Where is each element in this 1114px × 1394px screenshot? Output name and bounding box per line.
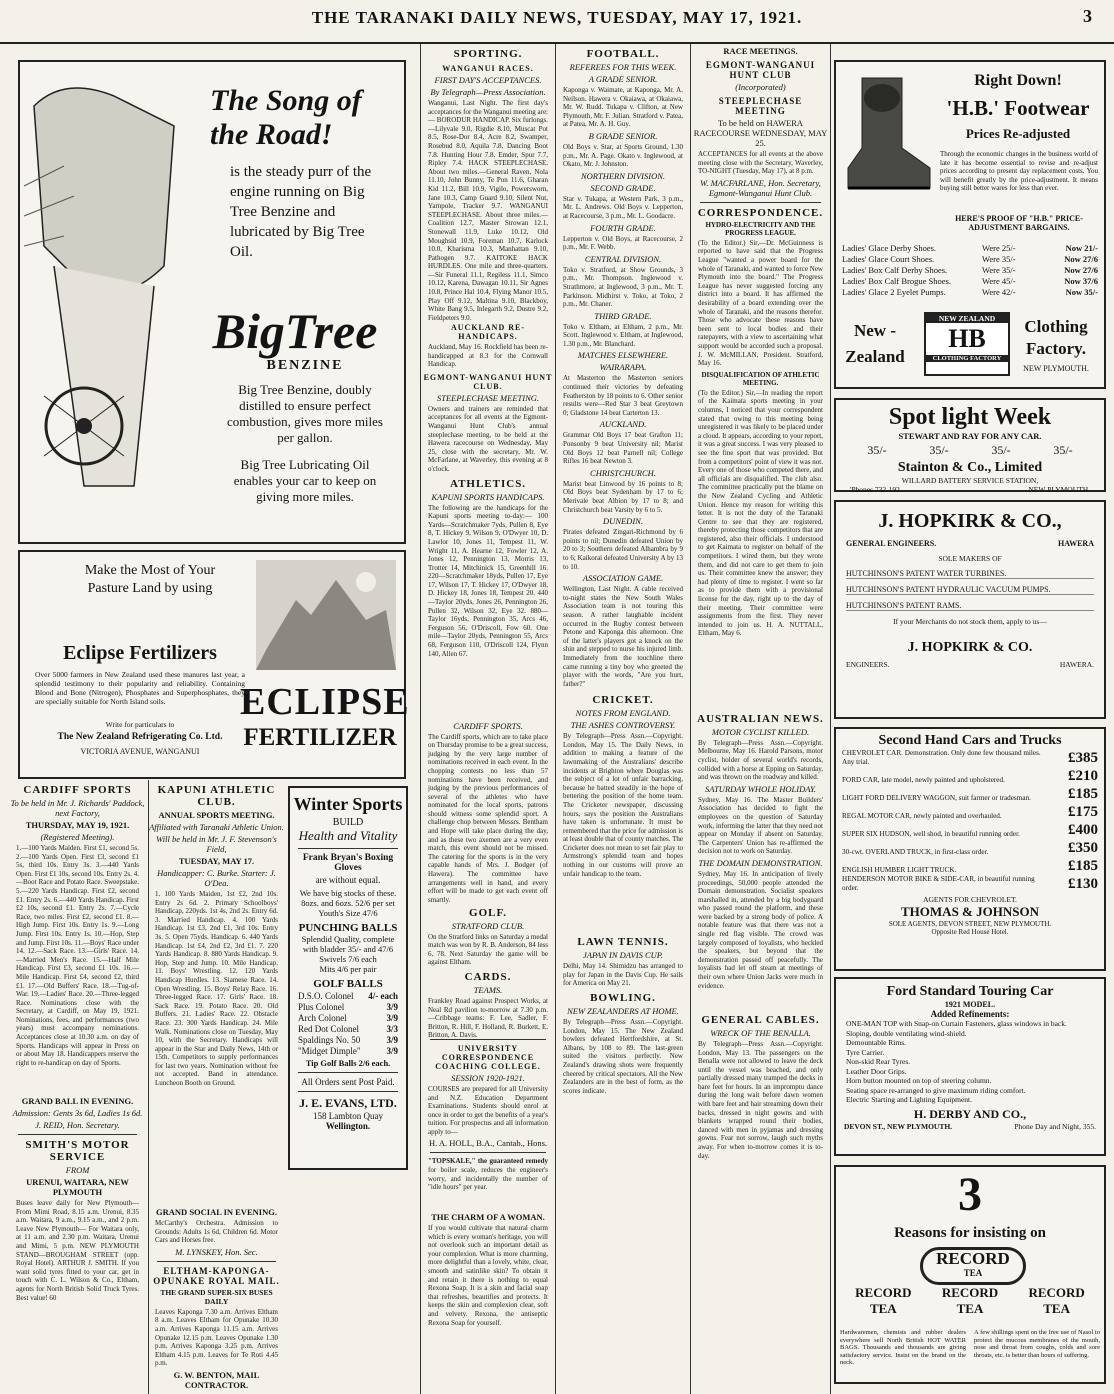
punching-desc: Splendid Quality, complete with bladder 35/- and 47/6 <box>301 934 395 954</box>
smiths-times: Buses leave daily for New Plymouth— From Mimi Road, 8.15 a.m. Urenui, 8.35 a.m. Waitara, 9 a.m., 9.15 a.m., and 2 p.m. Leave New Plymouth— For Waitara only, at 11 a.m. and 2.30 p.m. Waitara, Urenui and Mimi, 5 p.m. NEW PLYMOUTH STAND—BROUGHAM STREET (opp. Royal Hotel). ARTHUR J. SMITH. If you want solid tyres fitted to your car, get in touch with C. L. Wilson & Co., Eltham, agents for North British Solid Truck Tyres. Best value! 60 <box>16 1199 139 1302</box>
eclipse-big: ECLIPSE <box>240 681 410 723</box>
hopkirk-patents <box>836 569 1104 611</box>
eclipse-brand: Eclipse Fertilizers <box>63 642 217 664</box>
spot-prices: 35/- 35/- 35/- 35/- <box>867 443 1073 457</box>
japan-davis-head: JAPAN IN DAVIS CUP. <box>582 950 663 961</box>
session-head: SESSION 1920-1921. <box>451 1072 525 1083</box>
bowling-head: BOWLING. <box>590 991 656 1004</box>
big-tree-logo: BigTree <box>212 303 378 359</box>
matches-elsewhere-head: MATCHES ELSEWHERE. <box>577 350 669 361</box>
winter-health: Health and Vitality <box>298 828 398 843</box>
golf-ball-item: Arch Colonel 3/9 <box>298 1013 398 1023</box>
ford-refinement-item: Tyre Carrier. <box>846 1047 885 1057</box>
ford-refinement-item: Non-skid Rear Tyres. <box>846 1057 911 1066</box>
eltham-title: ELTHAM-KAPONGA-OPUNAKE ROYAL MAIL. <box>153 1265 280 1286</box>
cardiff-secretary: J. REID, Hon. Secretary. <box>35 1120 120 1130</box>
kapuni-handicaps-text: The following are the handicaps for the Kapuni sports meeting to-day:— 100 Yards—Scratchmaker 7yds, Pullen 8, Eye 8, T. Hickey 9, Wilson 9, O'Dwyer 10, D. Lawlor 10, Jones 11, Tempest 11, W. Wright 11, A. Hearne 12, Fowler 12, A. Jones 12, Pennington 13, Morris 13, Trotter 14, Mitchinick 15, Greenhill 16. 220—Scratchmaker 18yds, Pullen 17, Eye 17, Wilson 17, T. Hickey 17, O'Dwyer 18, D. Hickey 18, Jones 18, Tempest 20. 440—Taylor 20yds, Jones 26, Pennington 26, Pullen 32, Wilson 32, Eye 32. 880—Taylor 16yds, Pennington 35, Arcs 46, Ferguson 56, O'Driscoll, Fow 60. One mile—Taylor 20yds, Pennington 55, Arcs 68, Ferguson 110, O'Driscoll 124, Flynn 140, Allen 67. <box>428 503 548 658</box>
eclipse-text: Over 5000 farmers in New Zealand used these manures last year, a splendid testimony to their popularity and reliability. Containing Blood and Bone (Nitrogen), Phosphates and Superphosphates, they are specially suitable for North Island soils. <box>35 670 245 706</box>
golf-ball-item: Plus Colonel 3/9 <box>298 1002 398 1012</box>
record-footer2: A few shillings spent on the free use of Nasol to protect the mucous membranes of the mouth, nose and throat from coughs, colds and sore throats, etc. is better than hours of suffering. <box>974 1329 1100 1359</box>
punching-mits: Mits 4/6 per pair <box>319 964 377 974</box>
dunedin-head: DUNEDIN. <box>603 516 643 527</box>
saturday-head: SATURDAY WHOLE HOLIDAY. <box>704 783 817 794</box>
car-item: LIGHT FORD DELIVERY WAGGON, suit farmer or tradesman. £185 <box>842 786 1098 802</box>
stratford-club-head: STRATFORD CLUB. <box>451 920 525 931</box>
hb-price-item: Ladies' Glace Court Shoes. Were 35/- Now 27/6 <box>842 254 1098 264</box>
benalla-text: By Telegraph—Press Assn.—Copyright. London, May 13. The passengers on the Benalla were not allowed to leave the deck until the vessel was beached, and only partially dressed many tramped the decks in bare feet for hours. In an impromptu dance during the long wait before dawn women with bare feet and hair streaming down their backs, dressed in night gowns and with blankets wrapped round their bodies, danced with men in pyjamas and dressing gowns. Fear not sorrow, laugh such myths away. For when to-morrow comes it is to-day. <box>698 1039 823 1160</box>
assoc-text: Wellington, Last Night. A cable received to-night states the New South Wales Association team is not touring this season. A rather laughable incident occurred in the Rugby contest between Petone and Kaponga this afternoon. One of the latter's players got a knock on the shin and stepped to nurse his injured limb. Immediately from the touchline there came running a tiny boy who greeted the player with the words, "Are you hurt, father?" <box>563 585 683 688</box>
kapuni-sub: ANNUAL SPORTS MEETING. <box>158 810 275 820</box>
topskale-text: "TOPSKALE," the guaranteed remedy for boiler scale, reduces the engineer's worry, and incidentally the number of "idle hours" per year. <box>428 1157 548 1192</box>
benzine-logo: BENZINE <box>266 358 344 373</box>
hopkirk-eng2: ENGINEERS. <box>846 660 890 669</box>
second-grade-text: Star v. Tukapa, at Western Park, 3 p.m., Mr. L. Andrews. Old Boys v. Lepperton, at Racecourse, 3 p.m., Mr. L. Goodacre. <box>563 194 683 220</box>
eclipse-big2: FERTILIZER <box>243 724 397 751</box>
stainton-phone: 'Phones 732-192. <box>850 485 902 494</box>
hopkirk-merchants: If your Merchants do not stock them, apply to us— <box>893 617 1047 626</box>
ford-refinement-item: Electric Starting and Lighting Equipment. <box>846 1095 973 1104</box>
hopkirk-title: J. HOPKIRK & CO., <box>878 510 1062 532</box>
dunedin-text: Pirates defeated Zingari-Richmond by 6 points to nil; Dunedin defeated Union by 20 to 3; Southern defeated Alhambra by 9 to 6; Kaikorai defeated University A by 13 to 10. <box>563 528 683 571</box>
winter-youths: Youth's Size 47/6 <box>318 908 378 918</box>
ford-phone: Phone Day and Night, 355. <box>1014 1121 1096 1131</box>
domain-head: THE DOMAIN DEMONSTRATION. <box>698 857 823 868</box>
charm-text: If you would cultivate that natural charm which is every woman's heritage, you will not overlook such an important detail as your complexion. What is more charming, more delightful than a lovely, white, clear, smooth and satinlike skin? To obtain it and retain it there is nothing to equal Rexona Soap. It is a skin and facial soap that refreshes, beautifies and protects. It keeps the skin and complexion clear, soft and velvety. Rexona, the antiseptic Rexona Soap for yourself. <box>428 1224 548 1327</box>
hb-nz: New - Zealand <box>845 321 905 366</box>
evans-name: J. E. EVANS, LTD. <box>299 1096 397 1110</box>
steeplechase-head: STEEPLECHASE MEETING. <box>437 392 539 403</box>
cardiff-admission: Admission: Gents 3s 6d, Ladies 1s 6d. <box>12 1108 143 1118</box>
byline-1: By Telegraph—Press Association. <box>430 87 546 97</box>
assoc-head: ASSOCIATION GAME. <box>582 573 664 584</box>
hopkirk-patent-item: HUTCHINSON'S PATENT RAMS. <box>846 601 1094 611</box>
car-item: REGAL MOTOR CAR, newly painted and overhauled. £175 <box>842 804 1098 820</box>
punching-swivels: Swivels 7/6 each <box>319 954 377 964</box>
kapuni-secretary: M. LYNSKEY, Hon. Sec. <box>175 1246 258 1257</box>
hopkirk-makers: SOLE MAKERS OF <box>938 554 1002 563</box>
cardiff-program: 1.—100 Yards Maiden. First £1, second 5s. 2.—100 Yards Open. First £3, second £1 5s, third 10s. Entry 3s. 3.—440 Yards Open. First £1 10s, second 10s. Entry 2s. 4.—Boot Race and Potato Race. Sweepstake. 5.—220 Yards Handicap. First £2, second £1. Entry 2s. 6.—440 Yards Handicap. First £2 10s, second £1. Entry 2s. 7.—Cycle Race, two miles. First £2, second £1. 8.—High Jump. First 10s. Entry 1s. 9.—Long Jump. First 10s. Entry 1s. 10.—Hop, Step and Jump. First 10s. 11.—Boys' Race under 14. 12.—Sack Race. 13.—Girls' Race. 14.—Married Men's Race. 15.—Half Mile Handicap. First £3, second £1 10s. 16.—Mile Handicap. First £4, second £2, third £1. 17.—Old Buffers' Race. 18.—Tug-of-War. 19.—Ladies' Race. 20.—Three-legged Race. Nominations close with the Secretary, at Cardiff, on May 19, 1921. Nominations, fees, and performances (two years) must accompany nominations. Acceptances close at 10.30 a.m. on day of Sports. Handicaps will appear in Press on or about May 18. Handicappers reserve the right to re-handicap on day of Sports. <box>16 844 139 1067</box>
egmont-head: EGMONT-WANGANUI HUNT CLUB. <box>423 372 553 391</box>
hb-prices: Prices Re-adjusted <box>965 126 1071 141</box>
smiths-route: URENUI, WAITARA, NEW PLYMOUTH <box>26 1177 129 1197</box>
central-text: Toko v. Stratford, at Show Grounds, 3 p.m., Mr. Thompson. Inglewood v. Strathmore, at Inglewood, 3 p.m., Mr. T. Parkinson. Midhirst v. Toko, at Toko, 2 p.m., Mr. Chaner. <box>563 265 683 309</box>
golf-ball-item: Red Dot Colonel 3/3 <box>298 1024 398 1034</box>
record-packets: RECORD TEA RECORD TEA RECORD TEA <box>855 1285 1085 1316</box>
cardiff-date: THURSDAY, MAY 19, 1921. <box>25 820 130 830</box>
ford-model: 1921 MODEL. <box>944 1000 996 1009</box>
hopkirk-patent-item: HUTCHINSON'S PATENT WATER TURBINES. <box>846 569 1094 579</box>
cars-opp: Opposite Red House Hotel. <box>931 928 1009 936</box>
stainton-city: NEW PLYMOUTH. <box>1028 485 1090 494</box>
football-head: FOOTBALL. <box>586 48 660 60</box>
col-race-meetings <box>692 44 829 1394</box>
australian-news-head: AUSTRALIAN NEWS. <box>697 712 824 725</box>
record-tea-ad <box>834 1165 1106 1384</box>
spot-title: Spot light Week <box>888 404 1052 430</box>
masthead-title: THE TARANAKI DAILY NEWS, TUESDAY, MAY 17, 1921. <box>311 8 803 27</box>
a-grade-head: A GRADE SENIOR. <box>588 74 658 84</box>
golf-ball-item: D.S.O. Colonel 4/- each <box>298 991 398 1001</box>
central-head: CENTRAL DIVISION. <box>584 253 662 264</box>
ashes-text: By Telegraph—Press Assn.—Copyright. London, May 15. The Daily News, in addition to making a feature of the lawnmaking of the Australians' describe incidents at Brighton where Douglas was the subject of a lot of unfair barracking, because he batted steadily in the hope of bettering the position of the home team. The Cricketer newspaper, discussing hours, says the position the Australians have taken is unfortunate. It must be remembered that the price for admission is at least double that of county matches. The Cricketer does not mean to set fair play to Armstrong's splendid team and hopes nothing in our customs will prove an unfair handicap to the team. <box>563 732 684 878</box>
car-item: CHEVROLET CAR. Demonstration. Only done few thousand miles. Any trial. £385 <box>842 749 1098 766</box>
song-of-road-title: The Song of the Road! <box>210 84 362 151</box>
third-grade-head: THIRD GRADE. <box>594 310 652 321</box>
motor-cyclist-head: MOTOR CYCLIST KILLED. <box>711 726 810 737</box>
benalla-head: WRECK OF THE BENALLA. <box>710 1027 811 1038</box>
cardiff-sub: To be held in Mr. J. Richards' Paddock, next Factory, <box>10 798 145 818</box>
eclipse-particulars: Write for particulars to <box>105 720 175 729</box>
university-holl: H. A. HOLL, B.A., Cantab., Hons. <box>428 1138 548 1149</box>
winter-sports-ad <box>288 786 408 1170</box>
disq-text: (To the Editor.) Sir,—In reading the report of the Kaimata sports meeting in your columns, I noticed that your correspondent stated that owing to this meeting being unregistered it was likely to be placed under a cloud. It appears, according to your report, it was a great success. I was very pleased to see the fine sport that was provided. But from a competitors' point of view it was not. Every one of those who competed there, and all officials are disqualified. The club also. The committee practically put the blame on the New Zealand Cycling and Athletic Union. Hence my reason for writing this letter. It is not the duty of the Taranaki Centre to see that they are registered, thereby protecting those competitors that are registered, also their officials. I understood to get Kaimata to register on behalf of the competitors. I wired them, but they wrote them, and did not care to get them to join us. Their committee knew the answer; they had plenty of time to register. I went so far as to provide them with a provisional license for the day, right up to the day of their meeting. Their committee were assignments from the first. They never intended to join us. H. A. NUTTALL, Eltham, May 6. <box>698 388 823 638</box>
hb-clothing: Clothing Factory. <box>1024 317 1088 358</box>
hb-footwear: 'H.B.' Footwear <box>946 96 1090 120</box>
cardiff-reg: (Registered Meeting). <box>40 832 115 842</box>
ford-derby: H. DERBY AND CO., <box>913 1106 1027 1121</box>
auckland-fb-text: Grammar Old Boys 17 beat Grafton 11; Ponsonby 9 beat University nil; Marist Old Boys 12 beat Parnell nil; College Rifles 16 beat Newton 3. <box>563 431 683 466</box>
a-grade-text: Kaponga v. Waimate, at Kaponga, Mr. A. Neilson. Hawera v. Okaiawa, at Okaiawa, Mr. W. Rudd. Tukapa v. Clifton, at New Plymouth, Mr. F. Julian. Stratford v. Patea, at Patea, Mr. A. H. Guy. <box>563 86 683 129</box>
motor-text: By Telegraph—Press Assn.—Copyright. Melbourne, May 16. Harold Parsons, motor cyclist, holder of several world's records, collided with a horse at Epping on Saturday, and was thrown on the roadway and killed. <box>698 738 823 782</box>
fourth-grade-head: FOURTH GRADE. <box>590 222 656 233</box>
saturday-text: Sydney, May 16. The Master Builders' Association has decided to fight the employees on the question of Saturday work, informing the latter that they need not appear on Monday if absent on Saturday. The Carpenters' Union has re-affirmed the decision not to work on Saturday. <box>698 795 823 856</box>
stainton: Stainton & Co., Limited <box>897 460 1043 475</box>
golf-head: GOLF. <box>469 906 507 919</box>
cars-agents: AGENTS FOR CHEVROLET. <box>923 895 1017 904</box>
wanganui-races-head: WANGANUI RACES. <box>442 64 534 73</box>
kapuni-affil: Affiliated with Taranaki Athletic Union. <box>149 822 284 832</box>
university-text: COURSES are prepared for all University and N.Z. Education Department Examinations. Students should enrol at once in order to get the benefits of a year's tuition. For prospectus and all information apply to— <box>428 1084 548 1136</box>
general-cables-head: GENERAL CABLES. <box>701 1013 820 1026</box>
hopkirk-hawera: HAWERA <box>1057 539 1094 548</box>
farm-illustration <box>256 560 396 670</box>
big-tree-body2: Big Tree Lubricating Oil enables your car to keep on giving more miles. <box>233 457 377 504</box>
egmont-held: To be held on HAWERA RACECOURSE WEDNESDAY, MAY 25. <box>693 118 828 148</box>
christchurch-text: Marist beat Linwood by 16 points to 8; Old Boys beat Sydenham by 17 to 6; Merivale beat Albion by 17 to 8; and Christchurch beat Varsity by 6 to 5. <box>563 479 683 514</box>
hb-logo: NEW ZEALAND HB CLOTHING FACTORY <box>924 312 1010 376</box>
race-meetings-head: RACE MEETINGS. <box>723 46 798 56</box>
b-grade-head: B GRADE SENIOR. <box>588 130 658 141</box>
kapuni-handicaps-head: KAPUNI SPORTS HANDICAPS. <box>431 491 545 502</box>
col-kapuni <box>148 780 284 1394</box>
winter-build: BUILD <box>332 817 364 828</box>
eclipse-company: The New Zealand Refrigerating Co. Ltd. <box>57 732 223 742</box>
ashes-head: THE ASHES CONTROVERSY. <box>570 720 676 731</box>
charm-of-woman <box>422 1210 554 1376</box>
kapuni-handicapper: Handicapper: C. Burke. Starter: J. O'Dea. <box>157 868 276 888</box>
eltham-times: Leaves Kaponga 7.30 a.m. Arrives Eltham 8 a.m. Leaves Eltham for Opunake 10.30 a.m. Arrives Kaponga 11.15 a.m. Arrives Opunake 12.15 p.m. Leaves Opunake 1.30 p.m. Arrives Kaponga 3.25 p.m. Arrives Eltham 4.15 p.m. Leaves for Te Roti 4.45 p.m. <box>155 1307 278 1368</box>
wairarapa-head: WAIRARAPA. <box>599 362 647 373</box>
spot-sub: STEWART AND RAY FOR ANY CAR. <box>898 431 1042 441</box>
hydro-head: HYDRO-ELECTRICITY AND THE PROGRESS LEAGUE. <box>705 220 816 237</box>
cardiff-title: CARDIFF SPORTS <box>23 784 132 796</box>
domain-text: Sydney, May 16. In anticipation of lively proceedings, 50,000 people attended the Domain demonstration. Socialist speakers marshalled in, attended by a big bodyguard who passed round the platform, and these were backed by a strong body of police. A notable feature was that there was not a single red flag visible. The crowd was largely composed of loyalists, who heckled the speakers, but beyond that the demonstration passed off peacefully. The loyalists had let off steam at meetings of their own where Union Jacks were much in evidence. <box>698 869 823 990</box>
hb-footwear-ad <box>834 60 1106 389</box>
cricket-head: CRICKET. <box>592 694 654 707</box>
wairarapa-text: At Masterton the Masterton seniors continued their victories by defeating Featherston by 18 points to 6. Other senior results were—Red Star 3 beat Greytown 0; Gladstone 14 beat Carterton 13. <box>563 374 683 417</box>
ford-title: Ford Standard Touring Car <box>886 984 1054 999</box>
kapuni-date: TUESDAY, MAY 17. <box>178 856 255 866</box>
winter-title: Winter Sports <box>293 794 403 814</box>
smiths-title: SMITH'S MOTOR SERVICE <box>25 1139 130 1163</box>
christchurch-head: CHRISTCHURCH. <box>590 467 656 478</box>
b-grade-text: Old Boys v. Star, at Sports Ground, 1.30 p.m., Mr. A. Page. Okato v. Inglewood, at Okato, Mr. J. Johnston. <box>563 142 683 169</box>
kapuni-title: KAPUNI ATHLETIC CLUB. <box>157 784 276 808</box>
record-three: 3 <box>958 1168 982 1221</box>
car-item: ENGLISH HUMBER LIGHT TRUCK. £185 <box>842 858 1098 874</box>
record-logo: RECORD TEA <box>920 1247 1026 1285</box>
kapuni-program: 1. 100 Yards Maiden, 1st £2, 2nd 10s. Entry 2s 6d. 2. Primary Schoolboys' Handicap, 220yds. 1st 4s, 2nd 2s. Entry 6d. 3. Married Handicap. 4. 100 Yards Handicap. 1st £3, 2nd £1, 3rd 10s. Entry 3s. 5. Open 75yds. Handicap. 6. 440 Yards Handicap. 1st £4, 2nd £2, 3rd £1. 7. 220 Yards Handicap. 8. 880 Yards Handicap. 9. Hop, Step and Jump. 10. Mile Handicap. 11. Boys' Wrestling. 12. 120 Yards Handicap Hurdles. 13. Siamese Race. 14. Open Wrestling. 15. Boys' Relay Race. 16. Three-legged Race. 17. Girls' Race. 18. Sack Race. 19. Potato Race. 20. Old Buffers. 21. Ladies' Race. 22. Obstacle Race. 23. 300 Yards Handicap. 24. Mile Walk. Nominations close on Tuesday, May 10, with the Secretary. Handicaps will appear in the Star and Daily News, 14th or 15th. Competitors to supply performances for last two years. Nomination without fee not accepted. Band in attendance. Luncheon Booth on Ground. <box>155 890 278 1088</box>
winter-frank: Frank Bryan's Boxing Gloves <box>302 853 394 873</box>
eclipse-fertilizer-ad <box>18 550 410 779</box>
hopkirk-haw2: HAWERA. <box>1059 660 1094 669</box>
ford-refinement-item: Horn button mounted on top of steering column. <box>846 1076 992 1085</box>
hb-price-item: Ladies' Box Calf Brogue Shoes. Were 45/- Now 37/6 <box>842 276 1098 286</box>
spotlight-ad <box>834 398 1106 492</box>
ford-address: DEVON ST., NEW PLYMOUTH. <box>844 1121 953 1131</box>
stainton-willard: WILLARD BATTERY SERVICE STATION, <box>901 476 1039 485</box>
song-of-road-text: is the steady purr of the engine running on Big Tree Benzine and lubricated by Big Tree Oil. <box>230 164 372 260</box>
charm-head: THE CHARM OF A WOMAN. <box>431 1212 545 1222</box>
cars-thomas: THOMAS & JOHNSON <box>901 904 1039 919</box>
hopkirk-title2: J. HOPKIRK & CO. <box>907 640 1033 655</box>
fourth-grade-text: Lepperton v. Old Boys, at Racecourse, 2 p.m., Mr. F. Webb. <box>563 234 683 252</box>
referees-head: REFEREES FOR THIS WEEK. <box>569 62 677 72</box>
hb-price-item: Ladies' Box Calf Derby Shoes. Were 35/- Now 27/6 <box>842 265 1098 275</box>
acceptances-head: FIRST DAY'S ACCEPTANCES. <box>434 75 542 85</box>
big-tree-body: Big Tree Benzine, doubly distilled to ensure perfect combustion, gives more miles per gallon. <box>227 382 383 445</box>
egmont-hunt-title: EGMONT-WANGANUI HUNT CLUB <box>705 60 816 80</box>
hopkirk-patent-item: HUTCHINSON'S PATENT HYDRAULIC VACUUM PUMPS. <box>846 585 1094 595</box>
teams-text: Frankley Road against Prospect Works, at Neal Rd pavilion to-morrow at 7.30 p.m.—Cribbage teams: F. Lee, Sadler, F. Britton, R. Hill, F. Holland, R. Burkett, E. Britton, A. Davis. <box>428 996 548 1040</box>
steeplechase-text: Owners and trainers are reminded that acceptances for all events at the Egmont-Wanganui Hunt Club's annual steeplechase meeting, to be held at the Hawera racecourse on Wednesday, May 25, close with the secretary, Mr. W. McFarlane, at Waverley, this evening at 8 o'clock. <box>428 404 548 473</box>
ford-refinement-item: Leather Door Grips. <box>846 1066 907 1076</box>
athletics-head: ATHLETICS. <box>449 477 527 490</box>
car-item: 30-cwt. OVERLAND TRUCK, in first-class order. £350 <box>842 840 1098 856</box>
cars-list <box>836 749 1104 893</box>
ford-refinement-item: Seating space re-arranged to give maximum riding comfort. <box>846 1085 1026 1095</box>
golf-ball-item: Spaldings No. 50 3/9 <box>298 1035 398 1045</box>
ford-refinements: Added Refinements: <box>930 1009 1010 1019</box>
hydro-text: (To the Editor.) Sir,—Dr. McGuinness is reported to have said that the Progress League "wanted a power board for the whole of Taranaki, and wanted to force New Plymouth into the board." The Progress League has never suggested forcing any district into a board. It has affirmed the desirability of a board extending over the whole of Taranaki, and the reasons therefor. Those who advocate these reasons have been sent to local bodies and their ratepayers, with a view to ascertaining what support would be accorded such a proposal. J. W. McMILLAN, President. Stratford, May 16. <box>698 238 823 368</box>
winter-sizes: 8ozs. and 6ozs. 52/6 per set <box>301 898 395 908</box>
kapuni-grand: GRAND SOCIAL IN EVENING. <box>156 1207 277 1217</box>
cardiff-sports-head: CARDIFF SPORTS. <box>453 720 523 731</box>
egmont-secretary: W. MACFARLANE, Hon. Secretary, Egmont-Wanganui Hunt Club. <box>700 177 821 198</box>
disq-head: DISQUALIFICATION OF ATHLETIC MEETING. <box>701 370 820 387</box>
ford-list <box>836 1019 1104 1105</box>
egmont-incorporated: (Incorporated) <box>735 82 786 92</box>
sporting-head: SPORTING. <box>453 48 523 60</box>
egmont-steeple: STEEPLECHASE MEETING <box>718 96 803 116</box>
hb-np: NEW PLYMOUTH. <box>1023 364 1089 373</box>
evans-city: Wellington. <box>325 1121 371 1131</box>
kapuni-note: Will be held in Mr. J. F. Stevenson's Field, <box>156 834 277 854</box>
third-grade-text: Toko v. Eltham, at Eltham, 2 p.m., Mr. Scott. Inglewood v. Eltham, at Inglewood, 1.30 p.m., Mr. Blanchard. <box>563 322 683 348</box>
eclipse-head: Make the Most of Your Pasture Land by using <box>84 563 216 596</box>
col-cardiff <box>10 780 145 1394</box>
col-football <box>557 44 689 1394</box>
col-sporting <box>422 44 554 1394</box>
golf-tip: Tip Golf Balls 2/6 each. <box>305 1058 391 1068</box>
auckland-rehandicaps-head: AUCKLAND RE-HANDICAPS. <box>451 323 525 341</box>
auckland-head: AUCKLAND. <box>599 419 647 430</box>
notes-england-head: NOTES FROM ENGLAND. <box>575 708 671 719</box>
hb-items-list <box>840 242 1100 298</box>
hopkirk-ad <box>834 500 1106 719</box>
northern-head: NORTHERN DIVISION. <box>580 170 666 181</box>
cars-sole: SOLE AGENTS, DEVON STREET, NEW PLYMOUTH. <box>888 920 1052 928</box>
kapuni-social: McCarthy's Orchestra. Admission to Grounds: Adults 1s 6d, Children 6d. Motor Cars and Horses free. <box>155 1219 278 1245</box>
bowling-text: By Telegraph—Press Assn.—Copyright. London, May 15. The New Zealand bowlers defeated Hertfordshire, at St. Albans, by 108 to 89. The last-green suited the visitors perfectly. New Zealand's drawing shots were frequently cheered by critical spectators. All the New Zealanders are in the best of form, as the scores indicate. <box>563 1017 683 1095</box>
masthead <box>0 0 1114 44</box>
winter-stocks: We have big stocks of these. <box>299 888 397 898</box>
golf-ball-item: "Midget Dimple" 3/9 <box>298 1046 398 1056</box>
hb-body: Through the economic changes in the business world of late it has become essential to revise and re-adjust prices according to present day replacement costs. You will benefit greatly by the price-adjustment. It means buying still better wares for less than ever. <box>940 150 1098 192</box>
lawn-tennis-head: LAWN TENNIS. <box>577 936 669 949</box>
university-head: UNIVERSITY CORRESPONDENCE COACHING COLLEGE. <box>435 1043 541 1071</box>
ford-ad <box>834 977 1106 1156</box>
golf-title: GOLF BALLS <box>313 978 383 990</box>
golf-ball-list <box>290 991 406 1056</box>
ford-refinement-item: ONE-MAN TOP with Snap-on Curtain Fasteners, glass windows in back. <box>846 1019 1067 1028</box>
record-reasons: Reasons for insisting on <box>894 1225 1046 1241</box>
punching-title: PUNCHING BALLS <box>298 922 398 934</box>
egmont-accept: ACCEPTANCES for all events at the above meeting close with the Secretary, Waverley, TO-NIGHT (Tuesday, May 17), at 8 p.m. <box>698 150 823 176</box>
record-footer: Hardwaremen, chemists and rubber dealers everywhere sell North British HOT WATER BAGS. Thousands and thousands are giving satisfactory service. Insist on the brand on the neck. <box>840 1329 966 1366</box>
winter-orders: All Orders sent Post Paid. <box>301 1077 395 1087</box>
japan-text: Delhi, May 14. Shimidzu has arranged to play for Japan in the Davis Cup. He sails for America on May 21. <box>563 962 683 988</box>
evans-address: 158 Lambton Quay <box>313 1111 383 1121</box>
stratford-text: On the Stratford links on Saturday a medal match was won by R. B. Anderson, 84 less 6, 78. Next Saturday the game will be against Eltham. <box>428 932 548 967</box>
cardiff-sports-text: The Cardiff sports, which are to take place on Thursday promise to be a great success, judging by the very large number of nominations received in each event. In the chopping contests no less than 57 nominations have been received, and judging by the previous performances of several of the athletes who have nominated for the local sports, patrons should witness some splendid sport. A challenge chop between Messrs. Bentham and Hope will take place during the day, and as these two axemen are a very even match, this event should not be missed. The catering for the sports is in the very capable hands of Mrs. J. Bodger (of Hawera). The committee have arrangements well in hand, and every effort will be made to get each event off smartly. <box>428 732 549 904</box>
second-grade-head: SECOND GRADE. <box>590 182 656 193</box>
smiths-from: FROM <box>65 1165 90 1175</box>
hb-right-down: Right Down! <box>974 72 1062 89</box>
ford-refinement-item: Demountable Rims. <box>846 1038 906 1047</box>
cars-title: Second Hand Cars and Trucks <box>878 733 1062 748</box>
eltham-sub: THE GRAND SUPER-SIX BUSES DAILY <box>160 1287 273 1306</box>
hb-price-item: Ladies' Glace 2 Eyelet Pumps. Were 42/- Now 35/- <box>842 287 1098 297</box>
acceptances-text: Wanganui, Last Night. The first day's acceptances for the Wanganui meeting are:— BORODUR HANDICAP. Six furlongs.—Lilyvale 9.0, Rigdie 8.10, Muscat Pot 8.5, Rose-Dor 8.4, Acre 8.2, Swamper, Rosebud 8.0, Aquila 7.8, Dancing Boot 7.8. Hunting Hour 7.8, Emder, Spur 7.7, Ripley 7.4. HACK STEEPLECHASE. About two miles.—General Raven, Nola 11.10, John Bunny, Te Pon 11.6, Gharan Kid 11.2, Bill 10.9, Vigilo, Powersworn, Jane 10.3, Camp Guard 9.10, Silent Nut, Yarnpole, Tracker 9.7. WANGANUI STEEPLECHASE. About three miles.—Coalition 12.7, Master Strowan 12.1, Stonewall 11.9, Luke 10.12, Old Moughsid 10.9, Foreman 10.7, Karlock 10.0, Kharisma 10.3, Manhattan 9.10, Pathogen 9.7. KAITOKE HACK HURDLES. One mile and three-quarters.—Sir Funeral 11.1, Regiless 11.1, Simco 10.12, Karena, Dawagan 10.11, Sir Agnes 10.8, Prince Hal 10.4, Flying Manor 10.5, Play Off 9.12, Maltina 9.10, Blackboy, White Bang 9.5, Inlegarth 9.2, Dustre 9.2, Fieldpeters 9.0. <box>428 99 548 322</box>
teams-head: TEAMS. <box>473 984 503 995</box>
cards-head: CARDS. <box>464 970 512 983</box>
hb-proof: HERE'S PROOF OF "H.B." PRICE-ADJUSTMENT BARGAINS. <box>955 214 1083 232</box>
eltham-contractor: G. W. BENTON, MAIL CONTRACTOR. <box>173 1369 260 1390</box>
nz-home-head: NEW ZEALANDERS AT HOME. <box>567 1005 679 1016</box>
correspondence-head: CORRESPONDENCE. <box>697 206 824 219</box>
boot-illustration <box>842 68 934 200</box>
hopkirk-engineers: GENERAL ENGINEERS. <box>846 539 937 548</box>
cardiff-ball: GRAND BALL IN EVENING. <box>21 1096 134 1106</box>
eclipse-address: VICTORIA AVENUE, WANGANUI <box>80 747 200 756</box>
car-item: SUPER SIX HUDSON, well shod, in beautiful running order. £400 <box>842 822 1098 838</box>
big-tree-ad <box>18 60 406 544</box>
car-item: HENDERSON MOTOR BIKE & SIDE-CAR, in beautiful running order. £130 <box>842 875 1098 892</box>
auckland-text: Auckland, May 16. Rockfield has been re-handicapped at 8.3 for the Cornwall Handicap. <box>428 343 548 369</box>
car-item: FORD CAR, late model, newly painted and upholstered. £210 <box>842 768 1098 784</box>
car-illustration <box>24 66 184 536</box>
second-hand-cars-ad <box>834 727 1106 971</box>
ford-refinement-item: Sloping, double ventilating wind-shield. <box>846 1028 967 1038</box>
winter-always: are without equal. <box>315 875 381 885</box>
page-number: 3 <box>1083 6 1092 26</box>
hb-price-item: Ladies' Glace Derby Shoes. Were 25/- Now 21/- <box>842 243 1098 253</box>
